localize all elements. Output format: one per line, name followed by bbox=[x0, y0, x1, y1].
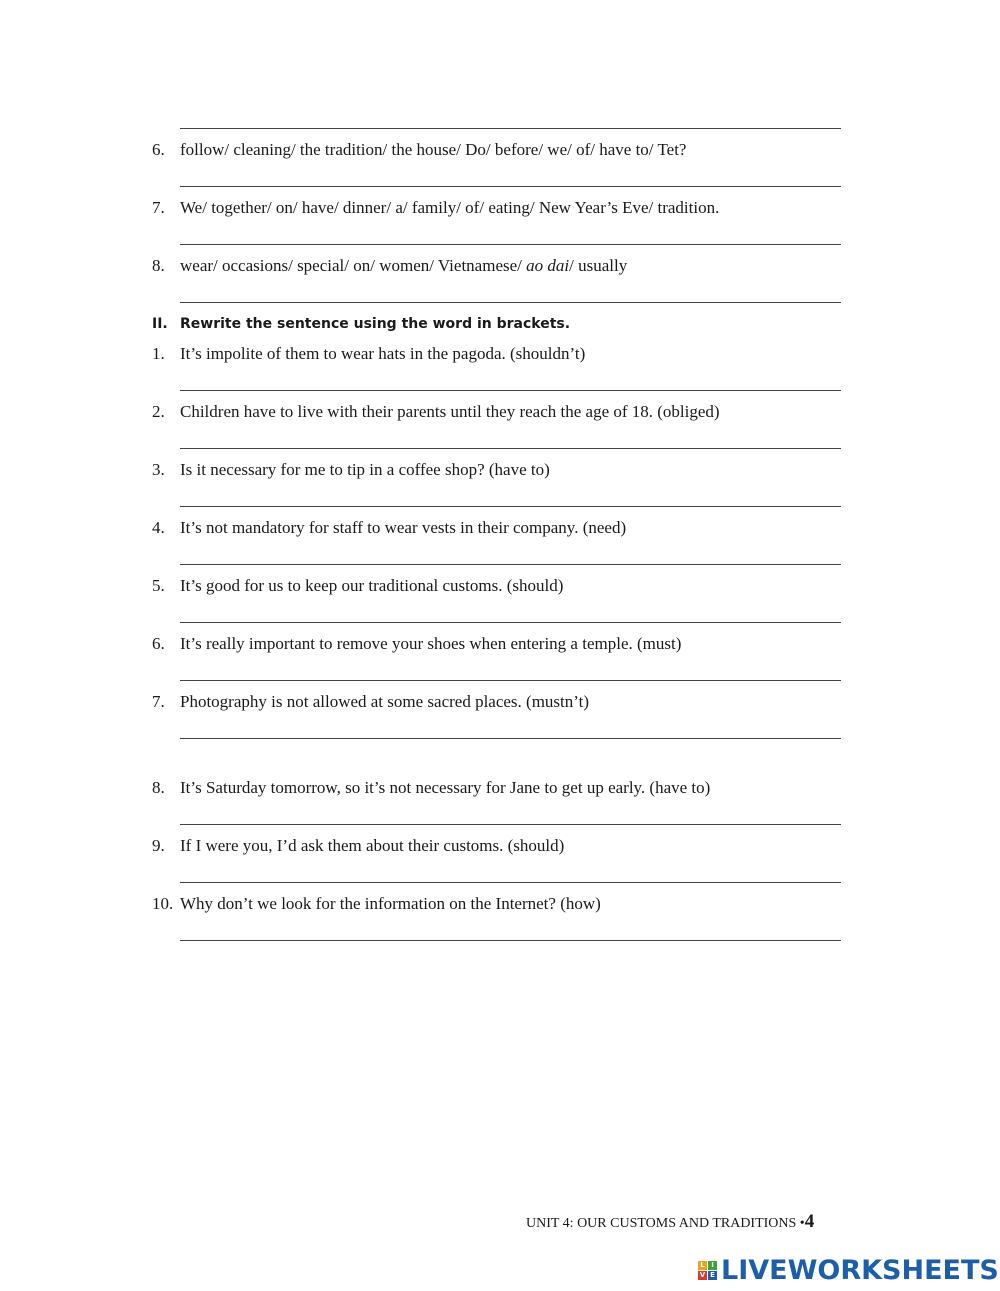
logo-letter: E bbox=[708, 1271, 717, 1280]
item-text: We/ together/ on/ have/ dinner/ a/ family/ of/ eating/ New Year’s Eve/ tradition. bbox=[180, 198, 720, 217]
item-text: Why don’t we look for the information on the Internet? (how) bbox=[180, 894, 601, 913]
sentence-item bbox=[152, 894, 601, 914]
answer-line[interactable] bbox=[180, 564, 841, 565]
logo-text: LIVEWORKSHEETS bbox=[721, 1254, 999, 1286]
item-number: 1. bbox=[152, 344, 165, 363]
item-text: follow/ cleaning/ the tradition/ the house/ Do/ before/ we/ of/ have to/ Tet? bbox=[180, 140, 687, 159]
answer-line[interactable] bbox=[180, 186, 841, 187]
answer-line[interactable] bbox=[180, 940, 841, 941]
item-number: 4. bbox=[152, 518, 165, 537]
sentence-item bbox=[152, 402, 720, 422]
item-text: It’s Saturday tomorrow, so it’s not necessary for Jane to get up early. (have to) bbox=[180, 778, 711, 797]
sentence-item bbox=[152, 460, 550, 480]
answer-line[interactable] bbox=[180, 244, 841, 245]
item-number: 2. bbox=[152, 402, 165, 421]
answer-line[interactable] bbox=[180, 128, 841, 129]
section-number: II. bbox=[152, 316, 168, 332]
item-number: 7. bbox=[152, 198, 165, 217]
sentence-item bbox=[152, 778, 710, 798]
footer-unit-title: UNIT 4: OUR CUSTOMS AND TRADITIONS • bbox=[526, 1216, 805, 1231]
item-text: It’s impolite of them to wear hats in the pagoda. (shouldn’t) bbox=[180, 344, 586, 363]
item-text: Photography is not allowed at some sacred places. (mustn’t) bbox=[180, 692, 590, 711]
sentence-item bbox=[152, 518, 626, 538]
sentence-item bbox=[152, 634, 681, 654]
answer-line[interactable] bbox=[180, 622, 841, 623]
item-number: 6. bbox=[152, 634, 165, 653]
answer-line[interactable] bbox=[180, 390, 841, 391]
item-text: It’s really important to remove your shoes when entering a temple. (must) bbox=[180, 634, 682, 653]
item-text-italic: ao dai bbox=[526, 256, 570, 275]
section-heading bbox=[152, 314, 570, 334]
sentence-item bbox=[152, 344, 585, 364]
answer-line[interactable] bbox=[180, 738, 841, 739]
sentence-item bbox=[152, 692, 589, 712]
item-number: 3. bbox=[152, 460, 165, 479]
sentence-item bbox=[152, 576, 563, 596]
item-number: 8. bbox=[152, 256, 165, 275]
item-text: It’s not mandatory for staff to wear vests in their company. (need) bbox=[180, 518, 627, 537]
sentence-item bbox=[152, 836, 564, 856]
logo-letter: I bbox=[708, 1261, 717, 1270]
section-title: Rewrite the sentence using the word in brackets. bbox=[180, 316, 571, 332]
item-text: wear/ occasions/ special/ on/ women/ Vietnamese/ bbox=[180, 256, 527, 275]
item-text: Children have to live with their parents until they reach the age of 18. (obliged) bbox=[180, 402, 720, 421]
sentence-item bbox=[152, 256, 627, 276]
answer-line[interactable] bbox=[180, 680, 841, 681]
page-number: 4 bbox=[804, 1211, 815, 1232]
item-number: 9. bbox=[152, 836, 165, 855]
item-number: 10. bbox=[152, 894, 174, 913]
item-text: It’s good for us to keep our traditional customs. (should) bbox=[180, 576, 564, 595]
item-text: / usually bbox=[569, 256, 628, 275]
answer-line[interactable] bbox=[180, 506, 841, 507]
answer-line[interactable] bbox=[180, 882, 841, 883]
item-number: 5. bbox=[152, 576, 165, 595]
answer-line[interactable] bbox=[180, 302, 841, 303]
item-number: 6. bbox=[152, 140, 165, 159]
logo-icon bbox=[698, 1261, 717, 1280]
liveworksheets-logo[interactable] bbox=[698, 1255, 999, 1285]
item-text: If I were you, I’d ask them about their customs. (should) bbox=[180, 836, 565, 855]
item-text: Is it necessary for me to tip in a coffee shop? (have to) bbox=[180, 460, 550, 479]
page-footer bbox=[526, 1212, 814, 1234]
logo-letter: V bbox=[699, 1270, 706, 1279]
logo-letter: L bbox=[698, 1261, 707, 1270]
answer-line[interactable] bbox=[180, 824, 841, 825]
answer-line[interactable] bbox=[180, 448, 841, 449]
item-number: 8. bbox=[152, 778, 165, 797]
sentence-item bbox=[152, 140, 686, 160]
item-number: 7. bbox=[152, 692, 165, 711]
sentence-item bbox=[152, 198, 719, 218]
